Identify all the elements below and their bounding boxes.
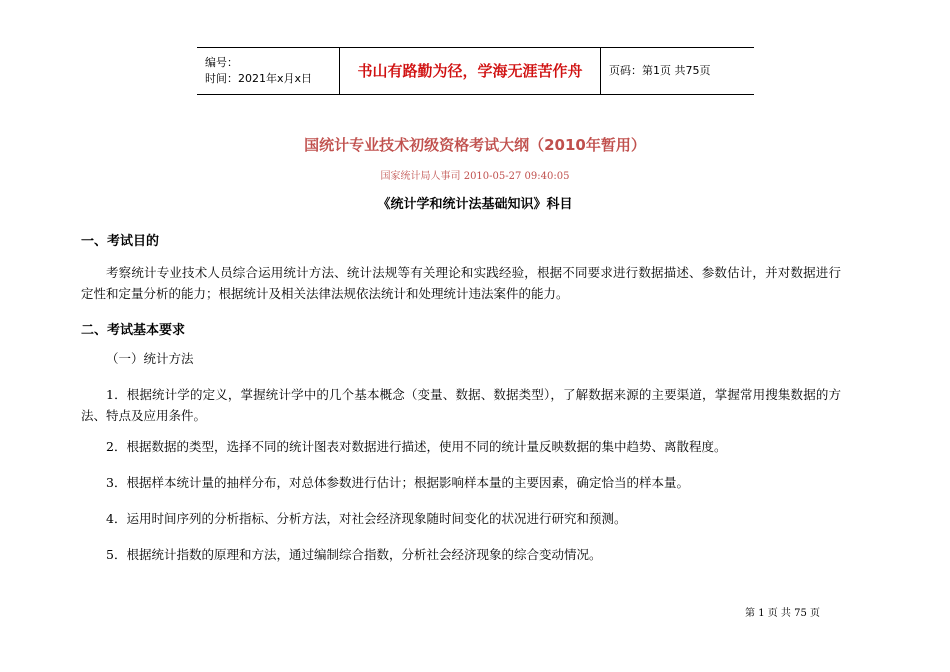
byline: 国家统计局人事司 2010-05-27 09:40:05 (380, 171, 570, 182)
section-heading-purpose: 一、考试目的 (81, 234, 160, 249)
motto: 书山有路勤为径，学海无涯苦作舟 (357, 62, 583, 80)
list-item: 3．根据样本统计量的抽样分布，对总体参数进行估计；根据影响样本量的主要因素，确定恰当的样本量。 (106, 475, 689, 490)
page-footer: 第 1 页 共 75 页 (745, 608, 820, 619)
subsection-heading-methods: （一）统计方法 (106, 351, 194, 366)
list-item: 2．根据数据的类型，选择不同的统计图表对数据进行描述，使用不同的统计量反映数据的集中趋势、离散程度。 (106, 439, 727, 454)
document-title: 国统计专业技术初级资格考试大纲（2010年暂用） (304, 136, 646, 154)
header-table (197, 47, 754, 95)
section-heading-requirements: 二、考试基本要求 (81, 323, 186, 338)
header-left-cell (197, 48, 339, 94)
list-item: 4．运用时间序列的分析指标、分析方法，对社会经济现象随时间变化的状况进行研究和预测。 (106, 511, 627, 526)
header-right-cell (601, 48, 754, 94)
list-item: 1．根据统计学的定义，掌握统计学中的几个基本概念（变量、数据、数据类型），了解数据来源的主要渠道，掌握常用搜集数据的方法、特点及应用条件。 (81, 387, 841, 423)
time-label: 时间：2021年x月x日 (205, 72, 313, 85)
number-label: 编号： (205, 56, 238, 69)
section-paragraph-purpose: 考察统计专业技术人员综合运用统计方法、统计法规等有关理论和实践经验，根据不同要求进行数据描述、参数估计，并对数据进行定性和定量分析的能力；根据统计及相关法律法规依法统计和处理统计违法案件的能力。 (81, 265, 841, 301)
page-label: 页码：第1页 共75页 (609, 64, 711, 77)
list-item: 5．根据统计指数的原理和方法，通过编制综合指数，分析社会经济现象的综合变动情况。 (106, 547, 602, 562)
header-motto-cell (339, 48, 601, 94)
document-subtitle: 《统计学和统计法基础知识》科目 (377, 197, 573, 212)
